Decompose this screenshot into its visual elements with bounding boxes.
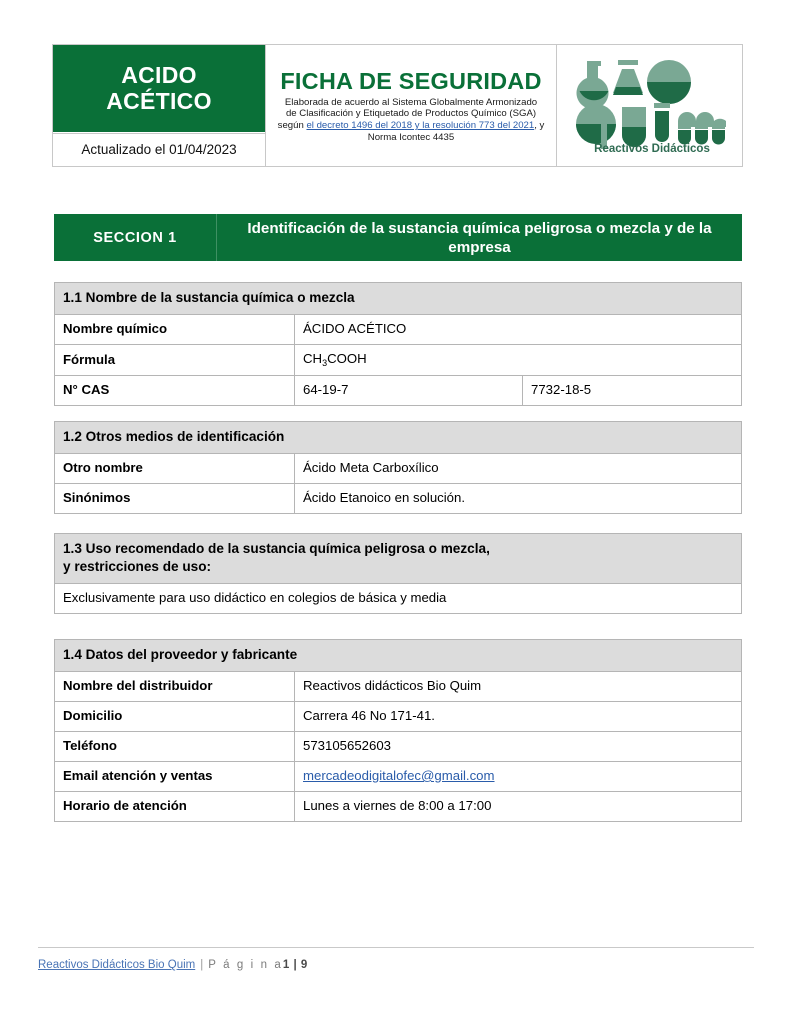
- table-row: [55, 283, 742, 315]
- sheet-title-cell: [266, 45, 557, 167]
- formula-prefix: CH: [303, 351, 323, 366]
- row-label-formula: Fórmula: [55, 345, 295, 376]
- row-value-email-cell: [295, 762, 742, 792]
- sheet-subtitle: [275, 97, 547, 143]
- table-row: [55, 422, 742, 454]
- document-header: [52, 44, 743, 167]
- table-1-2-heading: 1.2 Otros medios de identificación: [55, 422, 742, 454]
- formula-subscript: 3: [322, 358, 328, 368]
- table-1-2: [54, 421, 742, 514]
- bioquim-logo: [574, 51, 726, 160]
- table-row: [55, 732, 742, 762]
- row-label-sinonimos: Sinónimos: [55, 484, 295, 514]
- row-label-horario: Horario de atención: [55, 792, 295, 822]
- product-name-box: [53, 45, 265, 132]
- table-row: [55, 454, 742, 484]
- row-label-cas: N° CAS: [55, 376, 295, 406]
- email-link[interactable]: mercadeodigitalofec@gmail.com: [303, 768, 495, 783]
- footer-page-number: 1 | 9: [282, 959, 308, 971]
- product-name-cell: [53, 45, 266, 134]
- row-value-cas-2: 7732-18-5: [523, 376, 742, 406]
- row-value-horario: Lunes a viernes de 8:00 a 17:00: [295, 792, 742, 822]
- table-row: [55, 376, 742, 406]
- row-value-sinonimos: Ácido Etanoico en solución.: [295, 484, 742, 514]
- subtitle-suffix: , y Norma Icontec 4435: [367, 120, 545, 143]
- table-row: [55, 762, 742, 792]
- table-row: [55, 672, 742, 702]
- row-value-distribuidor: Reactivos didácticos Bio Quim: [295, 672, 742, 702]
- table-row: [55, 792, 742, 822]
- table-row: [55, 702, 742, 732]
- row-value-cas-1: 64-19-7: [295, 376, 523, 406]
- table-1-1: [54, 282, 742, 406]
- updated-cell: [53, 133, 266, 166]
- footer-page-word: P á g i n a: [208, 959, 283, 971]
- row-label-telefono: Teléfono: [55, 732, 295, 762]
- subtitle-line2: de Clasificación y Etiquetado de Productos Químico (SGA): [285, 108, 537, 120]
- row-value-otro-nombre: Ácido Meta Carboxílico: [295, 454, 742, 484]
- section-header-bar: [54, 214, 742, 261]
- table-row: [55, 584, 742, 614]
- table-row: [55, 534, 742, 584]
- row-value-formula: [295, 345, 742, 376]
- table-1-3-heading-line2: y restricciones de uso:: [63, 559, 212, 574]
- section-number-label: SECCION 1: [54, 214, 217, 261]
- table-row: [55, 345, 742, 376]
- row-label-domicilio: Domicilio: [55, 702, 295, 732]
- sheet-title: FICHA DE SEGURIDAD: [280, 67, 542, 94]
- subtitle-line1: Elaborada de acuerdo al Sistema Globalmente Armonizado: [284, 96, 538, 108]
- logo-tagline-text: Reactivos Didácticos: [593, 143, 710, 155]
- footer-company-link[interactable]: Reactivos Didácticos Bio Quim: [38, 959, 196, 971]
- table-1-3: [54, 533, 742, 614]
- row-value-domicilio: Carrera 46 No 171-41.: [295, 702, 742, 732]
- formula-suffix: COOH: [327, 351, 367, 366]
- footer-divider: [38, 947, 754, 948]
- bioquim-logo-icon: [574, 51, 726, 155]
- logo-cell: [557, 45, 743, 167]
- table-1-4-heading: 1.4 Datos del proveedor y fabricante: [55, 640, 742, 672]
- decree-link[interactable]: el decreto 1496 del 2018 y la resolución 773 del 2021: [306, 120, 535, 131]
- table-1-1-heading: 1.1 Nombre de la sustancia química o mezcla: [55, 283, 742, 315]
- table-1-4: [54, 639, 742, 822]
- row-label-distribuidor: Nombre del distribuidor: [55, 672, 295, 702]
- row-label-otro-nombre: Otro nombre: [55, 454, 295, 484]
- table-row: [55, 640, 742, 672]
- table-1-3-heading: [55, 534, 742, 584]
- footer-separator: |: [200, 959, 204, 971]
- row-label-email: Email atención y ventas: [55, 762, 295, 792]
- product-name-line2: ACÉTICO: [106, 88, 212, 115]
- table-row: [55, 484, 742, 514]
- subtitle-prefix: según: [277, 120, 307, 131]
- page-footer: [38, 959, 308, 971]
- row-label-nombre-quimico: Nombre químico: [55, 315, 295, 345]
- updated-date: Actualizado el 01/04/2023: [53, 134, 265, 166]
- section-title: Identificación de la sustancia química peligrosa o mezcla y de la empresa: [247, 219, 712, 256]
- product-name-line1: ACIDO: [121, 62, 197, 89]
- row-value-nombre-quimico: ÁCIDO ACÉTICO: [295, 315, 742, 345]
- table-row: [55, 315, 742, 345]
- table-1-3-heading-line1: 1.3 Uso recomendado de la sustancia química peligrosa o mezcla,: [63, 541, 490, 556]
- row-value-telefono: 573105652603: [295, 732, 742, 762]
- table-1-3-content: Exclusivamente para uso didáctico en colegios de básica y media: [55, 584, 742, 614]
